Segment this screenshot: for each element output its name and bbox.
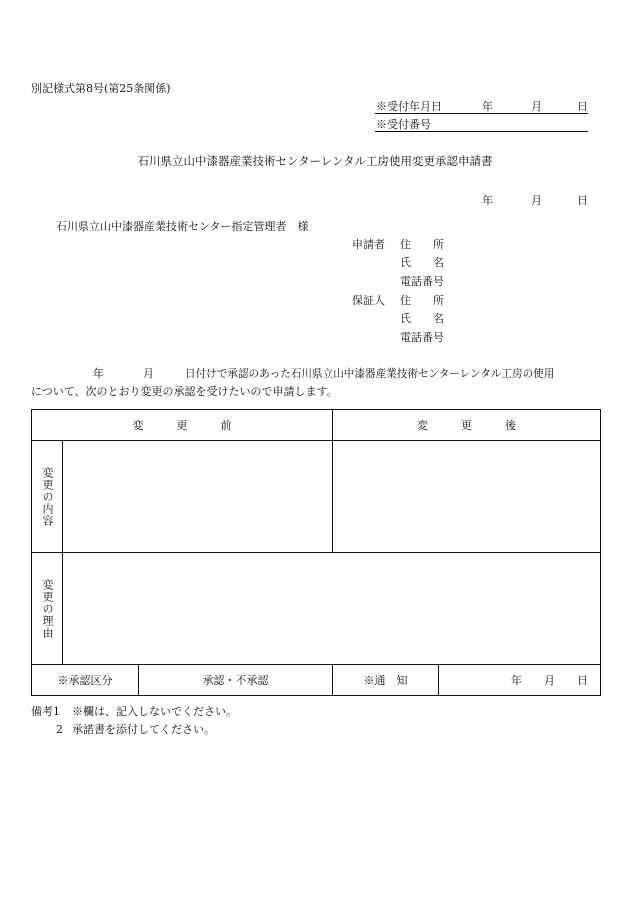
body-line2: について、次のとおり変更の承認を受けたいので申請します。 bbox=[31, 385, 338, 398]
reception-day: 日 bbox=[577, 100, 588, 113]
addressee: 石川県立山中漆器産業技術センター指定管理者 様 bbox=[56, 220, 309, 233]
body-year: 年 bbox=[93, 367, 104, 380]
reception-number-underline bbox=[375, 131, 588, 132]
content-label-cell bbox=[32, 441, 63, 553]
applicant-phone-label: 電話番号 bbox=[400, 275, 444, 288]
body-month: 月 bbox=[143, 367, 154, 380]
before-header: 変 更 前 bbox=[32, 410, 333, 441]
guarantor-phone-label: 電話番号 bbox=[400, 331, 444, 344]
date-month: 月 bbox=[531, 194, 542, 207]
after-header: 変 更 後 bbox=[333, 410, 601, 441]
note1-text: ※欄は、記入しないでください。 bbox=[72, 705, 237, 718]
reception-date-underline bbox=[375, 113, 588, 114]
content-after-field[interactable] bbox=[333, 441, 601, 553]
guarantor-address-label: 住 所 bbox=[400, 294, 444, 307]
date-year: 年 bbox=[482, 194, 493, 207]
applicant-name-label: 氏 名 bbox=[400, 256, 444, 269]
change-table bbox=[31, 409, 601, 696]
form-code: 別記様式第8号(第25条関係) bbox=[31, 82, 171, 95]
page-title: 石川県立山中漆器産業技術センターレンタル工房使用変更承認申請書 bbox=[137, 154, 493, 168]
notice-date: 年 月 日 bbox=[439, 665, 601, 696]
guarantor-label: 保証人 bbox=[352, 294, 385, 307]
approval-label: ※承認区分 bbox=[32, 665, 139, 696]
reception-date-label: ※受付年月日 bbox=[376, 100, 442, 113]
date-day: 日 bbox=[577, 194, 588, 207]
note1-label: 備考1 bbox=[31, 705, 60, 718]
applicant-label: 申請者 bbox=[352, 238, 385, 251]
reason-field[interactable] bbox=[63, 553, 601, 665]
note2-text: 承諾書を添付してください。 bbox=[72, 723, 215, 736]
reception-month: 月 bbox=[531, 100, 542, 113]
approval-value: 承認・不承認 bbox=[139, 665, 333, 696]
body-line1: 日付けで承認のあった石川県立山中漆器産業技術センターレンタル工房の使用 bbox=[185, 368, 555, 380]
reception-year: 年 bbox=[482, 100, 493, 113]
content-before-field[interactable] bbox=[63, 441, 333, 553]
note2-label: 2 bbox=[56, 723, 63, 736]
content-label: 変更の内容 bbox=[41, 466, 54, 527]
applicant-address-label: 住 所 bbox=[400, 238, 444, 251]
guarantor-name-label: 氏 名 bbox=[400, 312, 444, 325]
notice-label: ※通 知 bbox=[333, 665, 439, 696]
reception-number-label: ※受付番号 bbox=[376, 118, 431, 131]
reason-label-cell bbox=[32, 553, 63, 665]
reason-label: 変更の理由 bbox=[41, 578, 54, 639]
